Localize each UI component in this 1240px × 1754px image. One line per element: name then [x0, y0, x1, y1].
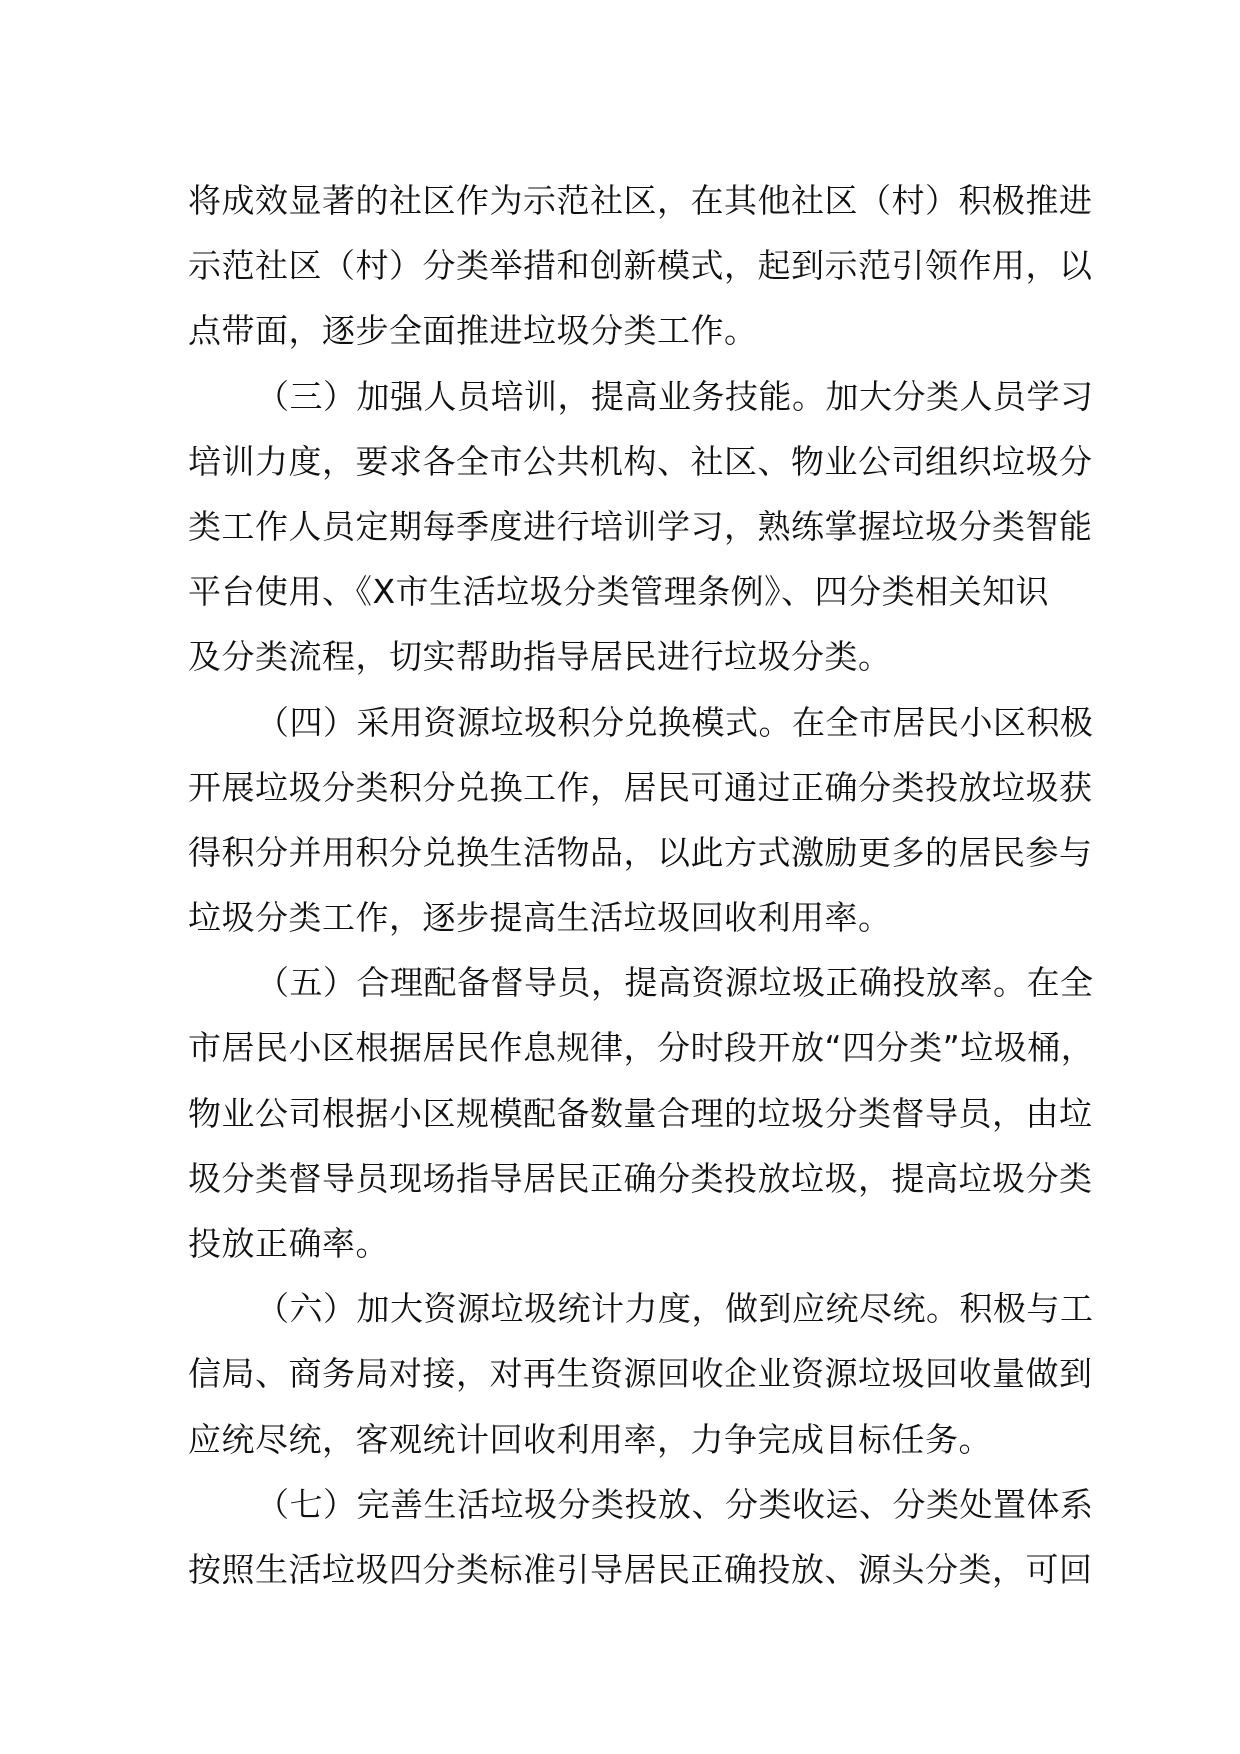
text-line: 及分类流程，切实帮助指导居民进行垃圾分类。 — [188, 637, 892, 677]
text-line: 培训力度，要求各全市公共机构、社区、物业公司组织垃圾分 — [188, 441, 1093, 481]
text-line: 物业公司根据小区规模配备数量合理的垃圾分类督导员，由垃 — [188, 1093, 1093, 1133]
text-line: 投放正确率。 — [188, 1224, 389, 1263]
text-line: 将成效显著的社区作为示范社区，在其他社区（村）积极推进 — [188, 181, 1093, 220]
section-heading-line: （七）完善生活垃圾分类投放、分类收运、分类处置体系 — [256, 1484, 1094, 1524]
text-line: 信局、商务局对接，对再生资源回收企业资源垃圾回收量做到 — [188, 1354, 1093, 1394]
text-line: 按照生活垃圾四分类标准引导居民正确投放、源头分类，可回 — [188, 1549, 1093, 1589]
body-text — [188, 168, 1095, 1602]
text-line: 开展垃圾分类积分兑换工作，居民可通过正确分类投放垃圾获 — [188, 767, 1093, 807]
section-heading-line: （三）加强人员培训，提高业务技能。加大分类人员学习 — [256, 376, 1094, 416]
text-line: 示范社区（村）分类举措和创新模式，起到示范引领作用，以 — [188, 246, 1093, 286]
text-line: 圾分类督导员现场指导居民正确分类投放垃圾，提高垃圾分类 — [188, 1158, 1093, 1198]
text-line: 点带面，逐步全面推进垃圾分类工作。 — [188, 311, 758, 351]
section-heading-line: （六）加大资源垃圾统计力度，做到应统尽统。积极与工 — [256, 1289, 1094, 1329]
text-line: 类工作人员定期每季度进行培训学习，熟练掌握垃圾分类智能 — [188, 506, 1093, 546]
text-line: 应统尽统，客观统计回收利用率，力争完成目标任务。 — [188, 1419, 992, 1459]
text-line: 得积分并用积分兑换生活物品，以此方式激励更多的居民参与 — [188, 832, 1093, 872]
text-line: 平台使用、《X市生活垃圾分类管理条例》、四分类相关知识 — [188, 572, 1050, 612]
section-heading-line: （四）采用资源垃圾积分兑换模式。在全市居民小区积极 — [256, 702, 1094, 742]
text-line: 垃圾分类工作，逐步提高生活垃圾回收利用率。 — [188, 898, 892, 938]
section-heading-line: （五）合理配备督导员，提高资源垃圾正确投放率。在全 — [256, 963, 1094, 1003]
text-line: 市居民小区根据居民作息规律，分时段开放“四分类”垃圾桶， — [188, 1028, 1095, 1068]
